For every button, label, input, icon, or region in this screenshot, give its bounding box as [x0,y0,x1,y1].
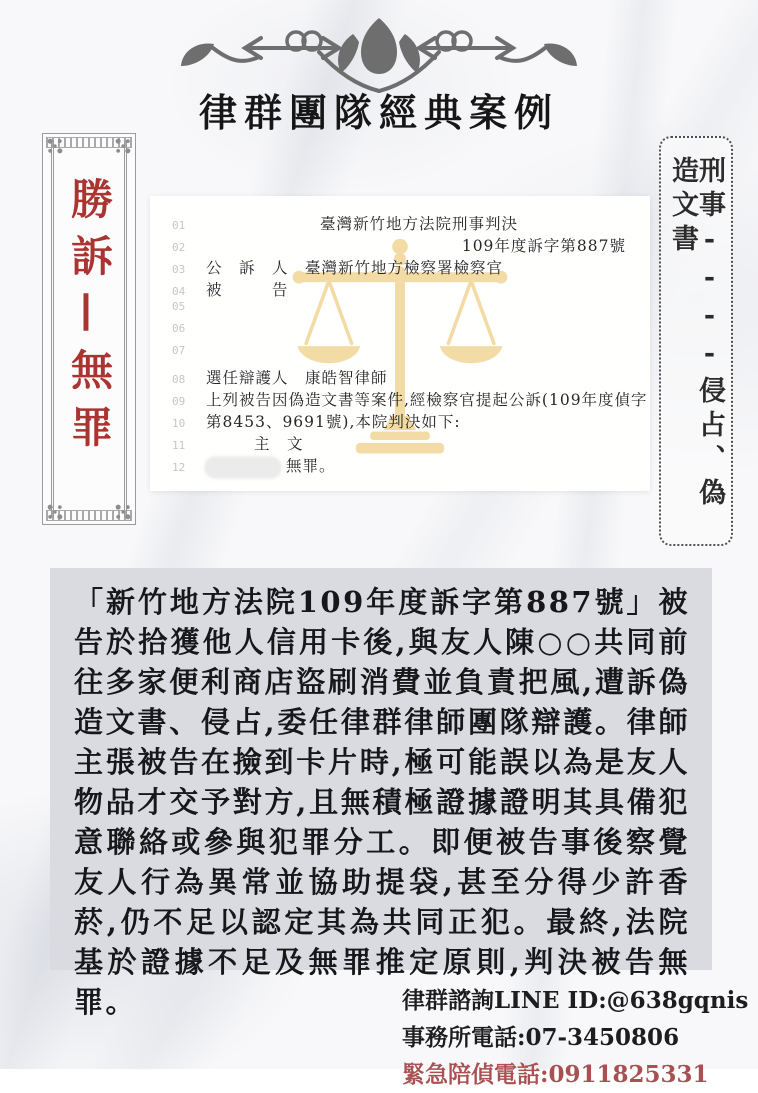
redaction-blur [206,458,280,477]
frame-corner-ornament [112,501,134,523]
judgment-line [150,256,650,278]
judgment-lines [150,212,650,476]
line-number: 07 [172,344,186,357]
line-text: 臺灣新竹地方法院刑事判決 [319,215,518,233]
line-text: 主 文 [254,435,304,453]
line-number: 06 [172,322,186,335]
contact-emergency-phone: 緊急陪偵電話:0911825331 [402,1061,709,1088]
line-number: 02 [172,241,186,254]
verdict-text: 勝訴—無罪 [65,177,114,462]
line-number: 10 [172,417,186,430]
line-number: 09 [172,395,186,408]
judgment-line [150,234,650,256]
judgment-line [150,388,650,410]
line-text: 第8453、9691號),本院判決如下: [206,413,461,431]
line-number: 05 [172,300,186,313]
contact-block [402,982,748,1093]
line-text: 選任辯護人 康皓智律師 [206,369,388,387]
judgment-line [150,432,650,454]
line-text: 109年度訴字第887號 [461,237,626,255]
contact-office-phone: 事務所電話:07-3450806 [402,1024,680,1051]
line-text: 公 訴 人 臺灣新竹地方檢察署檢察官 [206,259,504,277]
category-panel [659,136,733,546]
verdict-banner [42,133,136,525]
line-text [206,454,632,477]
category-text: 刑事----侵占、偽造文書 [667,156,725,512]
judgment-document-card [150,196,650,491]
judgment-line [150,410,650,432]
frame-corner-ornament [112,135,134,157]
contact-line-id: 律群諮詢LINE ID:@638gqnis [402,987,749,1014]
frame-corner-ornament [44,501,66,523]
judgment-line [150,278,650,300]
judgment-line [150,366,650,388]
line-number: 12 [172,461,186,474]
line-number: 11 [172,439,186,452]
line-text: 被 告 [206,281,289,299]
judgment-line [150,212,650,234]
line-number: 04 [172,285,186,298]
line-number: 03 [172,263,186,276]
verdict-line-text: 無罪。 [286,457,336,475]
frame-corner-ornament [44,135,66,157]
judgment-line [150,322,650,344]
case-summary-text: 「新竹地方法院109年度訴字第887號」被告於拾獲他人信用卡後,與友人陳○○共同前往多家便利商店盜刷消費並負責把風,遭訴偽造文書、侵占,委任律群律師團隊辯護。律師主張被告在撿到卡片時,極可能誤以為是友人物品才交予對方,且無積極證據證明其具備犯意聯絡或參與犯罪分工。即便被告事後察覺友人行為異常並協助提袋,甚至分得少許香菸,仍不足以認定其為共同正犯。最終,法院基於證據不足及無罪推定原則,判決被告無罪。 [74,585,690,1019]
judgment-line [150,454,650,476]
judgment-line [150,300,650,322]
line-text: 上列被告因偽造文書等案件,經檢察官提起公訴(109年度偵字 [206,391,648,409]
page-title: 律群團隊經典案例 [198,90,559,135]
judgment-line [150,344,650,366]
line-number: 01 [172,219,186,232]
line-number: 08 [172,373,186,386]
